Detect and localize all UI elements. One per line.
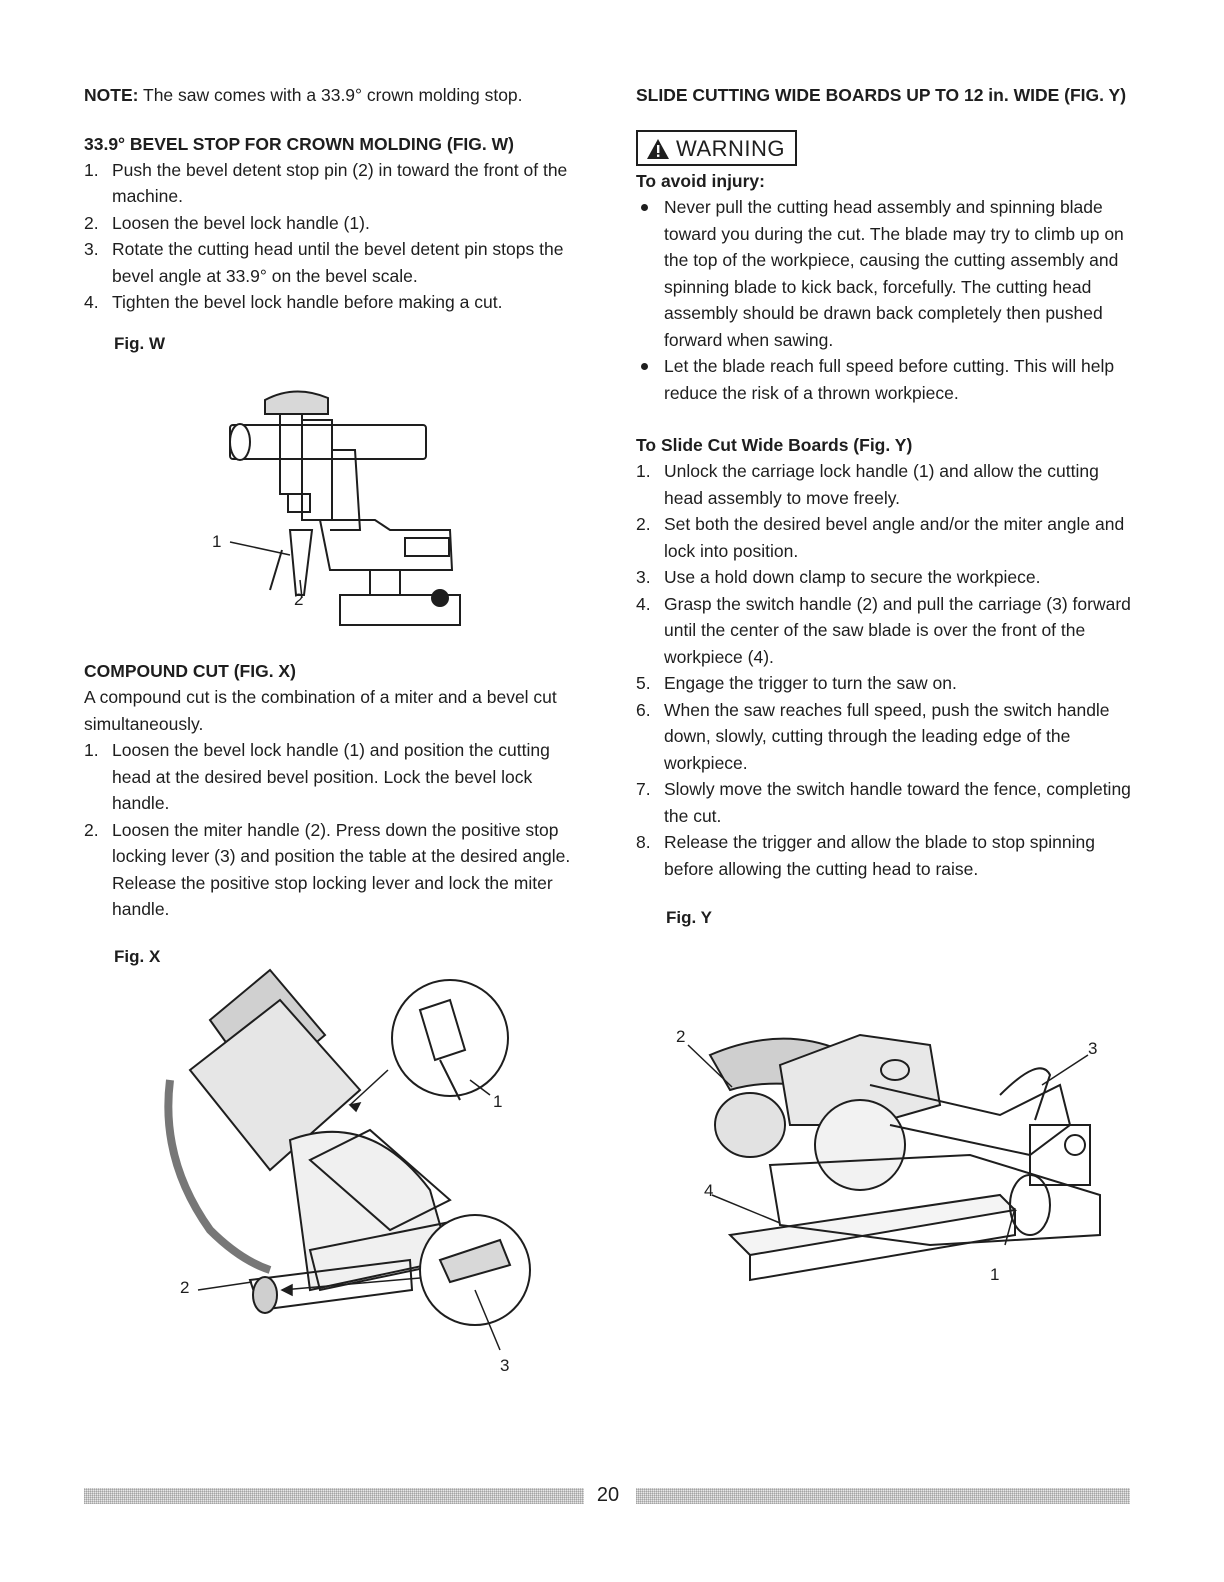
- step-number: 4.: [636, 593, 651, 614]
- warning-triangle-icon: [646, 138, 670, 160]
- compound-cut-diagram: [150, 960, 550, 1380]
- step-text: Rotate the cutting head until the bevel detent pin stops the bevel angle at 33.9° on the bevel scale.: [112, 239, 564, 286]
- compound-cut-heading: COMPOUND CUT (FIG. X): [84, 661, 296, 681]
- list-item: [636, 194, 1136, 353]
- callout-2: 2: [180, 1278, 190, 1297]
- note-label: NOTE:: [84, 85, 139, 105]
- list-item: [636, 511, 1136, 564]
- step-text: Loosen the miter handle (2). Press down the positive stop locking lever (3) and position the table at the desired angle. Release the positive stop locking lever and lock the miter handle.: [112, 819, 571, 919]
- step-text: Unlock the carriage lock handle (1) and allow the cutting head assembly to move freely.: [664, 461, 1099, 508]
- step-number: 2.: [636, 514, 651, 534]
- step-number: 2.: [84, 212, 99, 233]
- step-number: 4.: [84, 292, 99, 312]
- note-text: The saw comes with a 33.9° crown molding stop.: [138, 85, 523, 105]
- left-column: [84, 82, 584, 354]
- footer-bar-left: [84, 1488, 584, 1504]
- step-text: Engage the trigger to turn the saw on.: [664, 673, 957, 693]
- list-item: [84, 817, 584, 923]
- warning-label: WARNING: [676, 136, 786, 161]
- callout-2: 2: [676, 1027, 686, 1046]
- slide-cut-diagram: [670, 995, 1120, 1295]
- step-number: 8.: [636, 832, 651, 852]
- list-item: [84, 210, 584, 237]
- step-number: 1.: [84, 159, 99, 180]
- step-number: 3.: [84, 239, 99, 259]
- slide-cut-subheading: To Slide Cut Wide Boards (Fig. Y): [636, 435, 913, 455]
- step-text: Use a hold down clamp to secure the workpiece.: [664, 567, 1041, 587]
- step-text: Tighten the bevel lock handle before making a cut.: [112, 292, 503, 312]
- page-number: 20: [596, 1484, 620, 1506]
- warning-list: [636, 194, 1136, 406]
- step-text: When the saw reaches full speed, push the switch handle down, slowly, cutting through the leading edge of the workpiece.: [664, 699, 1110, 773]
- warning-text: Never pull the cutting head assembly and spinning blade toward you during the cut. The blade may try to climb up on the top of the workpiece, causing the cutting assembly and spinning blade to kick back, forcefully. The cutting head assembly should be drawn back completely then pushed forward when sawing.: [664, 197, 1124, 350]
- step-number: 3.: [636, 567, 651, 587]
- warning-banner: [636, 130, 797, 166]
- list-item: [636, 458, 1136, 511]
- list-item: [636, 776, 1136, 829]
- step-text: Loosen the bevel lock handle (1).: [112, 212, 370, 233]
- slide-cutting-heading: SLIDE CUTTING WIDE BOARDS UP TO 12 in. WIDE (FIG. Y): [636, 85, 1127, 105]
- compound-cut-section: [84, 658, 584, 967]
- list-item: [84, 737, 584, 817]
- fig-x-illustration: [150, 960, 550, 1380]
- fig-y-label: Fig. Y: [666, 908, 712, 927]
- callout-2: 2: [294, 590, 304, 609]
- list-item: [636, 353, 1136, 406]
- callout-1: 1: [493, 1092, 503, 1111]
- list-item: [636, 697, 1136, 777]
- slide-steps: [636, 458, 1136, 882]
- step-number: 5.: [636, 673, 651, 693]
- compound-steps: [84, 737, 584, 923]
- note: [84, 82, 584, 109]
- fig-y-illustration: [670, 995, 1120, 1295]
- page-footer: [84, 1486, 1130, 1506]
- step-text: Push the bevel detent stop pin (2) in toward the front of the machine.: [112, 159, 568, 206]
- callout-3: 3: [1088, 1039, 1098, 1058]
- callout-3: 3: [500, 1356, 510, 1375]
- avoid-injury-heading: To avoid injury:: [636, 171, 765, 191]
- bevel-stop-heading: 33.9° BEVEL STOP FOR CROWN MOLDING (FIG. W): [84, 133, 514, 154]
- step-number: 7.: [636, 779, 651, 799]
- bevel-steps: [84, 157, 584, 316]
- callout-1: 1: [990, 1265, 1000, 1284]
- step-text: Release the trigger and allow the blade to stop spinning before allowing the cutting head to raise.: [664, 832, 1095, 879]
- step-text: Slowly move the switch handle toward the fence, completing the cut.: [664, 779, 1131, 826]
- step-number: 1.: [636, 461, 651, 481]
- step-text: Grasp the switch handle (2) and pull the carriage (3) forward until the center of the saw blade is over the front of the workpiece (4).: [664, 593, 1131, 667]
- list-item: [636, 670, 1136, 697]
- bullet-icon: [641, 204, 648, 211]
- fig-w-label: Fig. W: [114, 333, 165, 353]
- footer-bar-right: [636, 1488, 1130, 1504]
- step-number: 2.: [84, 819, 99, 840]
- list-item: [84, 289, 584, 316]
- list-item: [84, 157, 584, 210]
- list-item: [84, 236, 584, 289]
- bullet-icon: [641, 363, 648, 370]
- miter-saw-bevel-diagram: [200, 380, 480, 640]
- right-column: [636, 82, 1136, 928]
- step-number: 1.: [84, 740, 99, 760]
- list-item: [636, 564, 1136, 591]
- compound-intro: A compound cut is the combination of a miter and a bevel cut simultaneously.: [84, 687, 557, 734]
- step-text: Loosen the bevel lock handle (1) and position the cutting head at the desired bevel position. Lock the bevel lock handle.: [112, 740, 550, 813]
- step-number: 6.: [636, 699, 651, 720]
- list-item: [636, 829, 1136, 882]
- fig-x-label: Fig. X: [114, 946, 161, 966]
- callout-4: 4: [704, 1181, 714, 1200]
- list-item: [636, 591, 1136, 671]
- warning-block: [636, 130, 1136, 166]
- callout-1: 1: [212, 532, 222, 551]
- warning-text: Let the blade reach full speed before cutting. This will help reduce the risk of a thrown workpiece.: [664, 356, 1115, 403]
- step-text: Set both the desired bevel angle and/or the miter angle and lock into position.: [664, 514, 1125, 561]
- fig-w-illustration: [200, 380, 480, 640]
